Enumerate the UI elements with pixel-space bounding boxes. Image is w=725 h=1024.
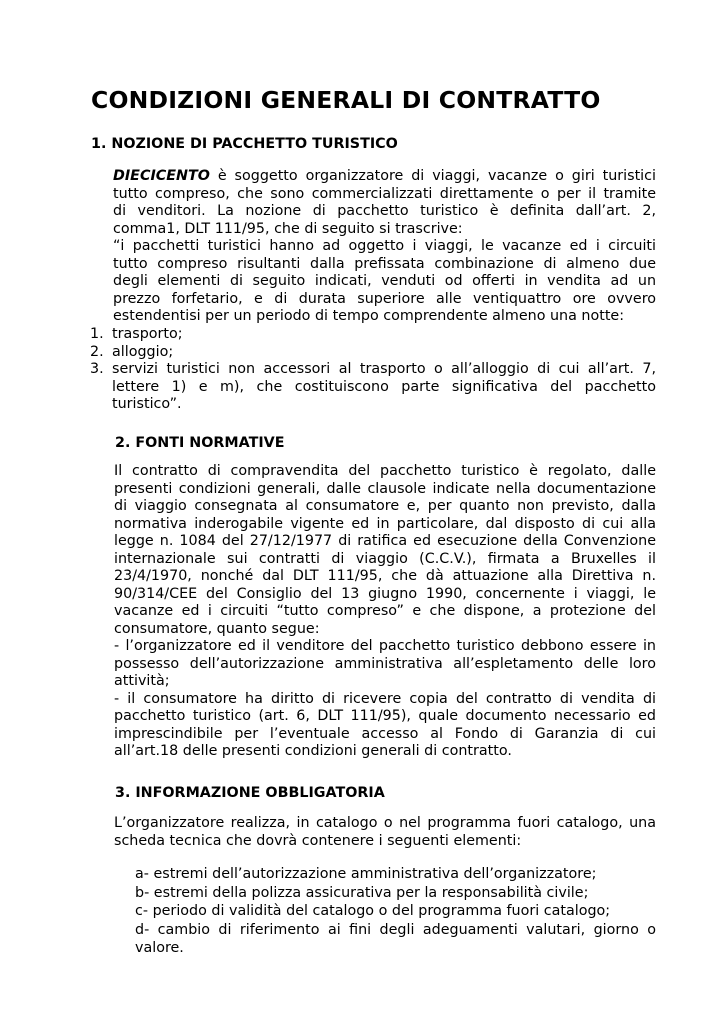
section-2-line: legge n. 1084 del 27/12/1977 di ratifica ed esecuzione della Convenzione	[114, 533, 656, 549]
section-2-line: 23/4/1970, nonché dal DLT 111/95, che dà attuazione alla Direttiva n.	[114, 568, 656, 584]
list-item-text: turistico”.	[112, 396, 182, 412]
section-1-intro	[113, 168, 656, 326]
list-item	[90, 361, 656, 414]
section-1-quote-line: degli elementi di seguito indicati, venduti od offerti in vendita ad un	[113, 273, 656, 289]
list-item-text: servizi turistici non accessori al trasporto o all’alloggio di cui all’art. 7,	[112, 361, 656, 377]
section-2-line: possesso dell’autorizzazione amministrativa all’espletamento delle loro	[114, 655, 656, 672]
lettered-item: a- estremi dell’autorizzazione amministrativa dell’organizzatore;	[135, 866, 597, 882]
section-2-line: consumatore, quanto segue:	[114, 620, 320, 637]
list-item-number: 3.	[90, 361, 104, 377]
section-2-line: - il consumatore ha diritto di ricevere copia del contratto di vendita di	[114, 690, 656, 707]
lettered-item-continuation: valore.	[135, 940, 184, 956]
list-item	[90, 326, 656, 344]
section-1-heading: 1. NOZIONE DI PACCHETTO TURISTICO	[91, 136, 398, 152]
lettered-item: d- cambio di riferimento ai fini degli adeguamenti valutari, giorno o	[135, 921, 656, 938]
section-1-quote-line: tutto compreso risultanti dalla prefissata combinazione di almeno due	[113, 255, 656, 272]
section-1-quote-line: estendentisi per un periodo di tempo comprendente almeno una notte:	[113, 308, 625, 324]
brand-name: DIECICENTO	[113, 168, 210, 184]
section-2-line: internazionale sui contratti di viaggio (C.C.V.), firmata a Bruxelles il	[114, 550, 656, 567]
section-3-line: L’organizzatore realizza, in catalogo o nel programma fuori catalogo, una	[114, 815, 656, 831]
section-2-body	[114, 463, 656, 761]
section-2-line: Il contratto di compravendita del pacchetto turistico è regolato, dalle	[114, 463, 656, 479]
section-2-line: 90/314/CEE del Consiglio del 13 giugno 1990, concernente i viaggi, le	[114, 585, 656, 602]
lettered-item: c- periodo di validità del catalogo o del programma fuori catalogo;	[135, 903, 611, 919]
section-3-line: scheda tecnica che dovrà contenere i seguenti elementi:	[114, 832, 522, 849]
section-1-quote-line: prezzo forfetario, e di durata superiore alle ventiquattro ore ovvero	[113, 290, 656, 307]
section-1-numbered-list	[90, 326, 656, 414]
lettered-item: b- estremi della polizza assicurativa per la responsabilità civile;	[135, 884, 589, 901]
section-3-body	[114, 815, 656, 850]
list-item-text: alloggio;	[112, 343, 174, 360]
section-2-line: attività;	[114, 673, 170, 689]
section-3-lettered-list	[135, 865, 656, 958]
section-2-heading: 2. FONTI NORMATIVE	[115, 435, 285, 451]
section-2-line: vacanze ed i circuiti “tutto compreso” e che dispone, a protezione del	[114, 603, 656, 619]
section-1-line: tutto compreso, che sono commercializzati direttamente o per il tramite	[113, 185, 656, 202]
section-2-line: all’art.18 delle presenti condizioni generali di contratto.	[114, 743, 512, 759]
document-title: CONDIZIONI GENERALI DI CONTRATTO	[91, 86, 601, 114]
list-item-number: 2.	[90, 343, 104, 360]
section-1-line: di venditori. La nozione di pacchetto turistico è definita dall’art. 2,	[113, 203, 656, 219]
list-item-text: trasporto;	[112, 326, 183, 342]
section-3-heading: 3. INFORMAZIONE OBBLIGATORIA	[115, 785, 385, 801]
section-2-line: pacchetto turistico (art. 6, DLT 111/95), quale documento necessario ed	[114, 708, 656, 724]
section-1-line	[113, 168, 656, 186]
section-2-line: - l’organizzatore ed il venditore del pacchetto turistico debbono essere in	[114, 638, 656, 654]
section-2-line: imprescindibile per l’eventuale accesso al Fondo di Garanzia di cui	[114, 725, 656, 742]
list-item	[90, 344, 656, 362]
section-2-line: presenti condizioni generali, dalle clausole indicate nella documentazione	[114, 480, 656, 497]
section-2-line: normativa inderogabile vigente ed in particolare, dal disposto di cui alla	[114, 515, 656, 532]
section-1-line-text: è soggetto organizzatore di viaggi, vacanze o giri turistici	[209, 168, 656, 184]
section-1-line: comma1, DLT 111/95, che di seguito si trascrive:	[113, 220, 463, 237]
list-item-text: lettere 1) e m), che costituiscono parte significativa del pacchetto	[112, 378, 656, 395]
list-item-number: 1.	[90, 326, 104, 342]
section-1-quote-line: “i pacchetti turistici hanno ad oggetto i viaggi, le vacanze ed i circuiti	[113, 238, 656, 254]
section-2-line: di viaggio consegnata al consumatore e, per quanto non previsto, dalla	[114, 498, 656, 514]
